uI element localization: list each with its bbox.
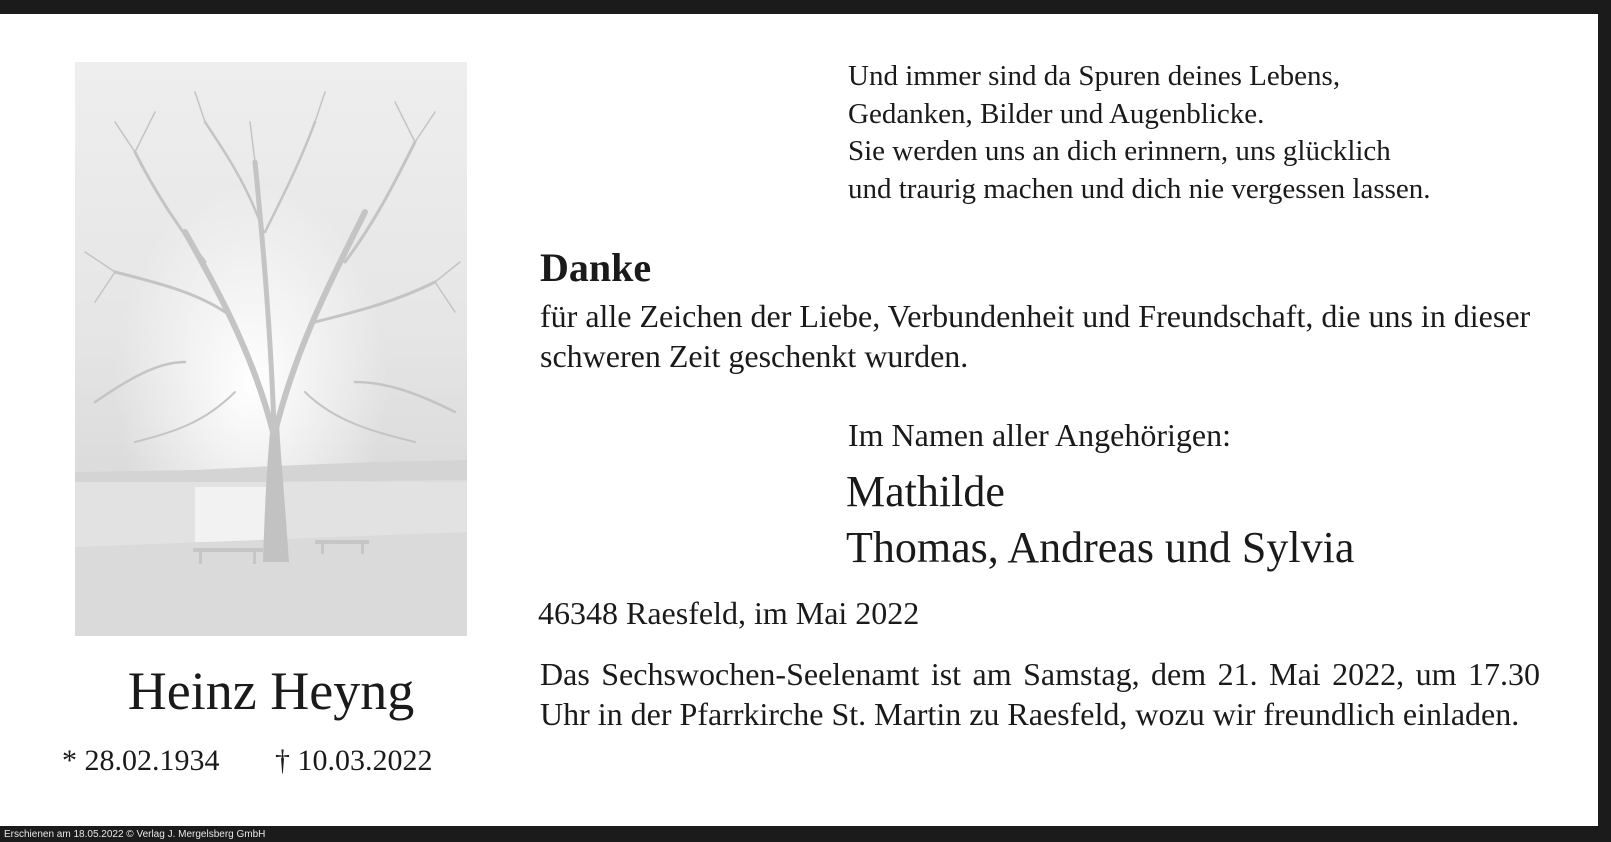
tree-illustration	[75, 62, 467, 636]
publication-footer: Erschienen am 18.05.2022 © Verlag J. Mergelsberg GmbH	[4, 829, 266, 840]
deceased-name: Heinz Heyng	[127, 661, 415, 721]
thanks-heading: Danke	[540, 245, 652, 290]
thanks-text: für alle Zeichen der Liebe, Verbundenheit und Freundschaft, die uns in dieser schweren Zeit geschenkt wurden.	[540, 298, 1531, 374]
place-date: 46348 Raesfeld, im Mai 2022	[538, 595, 920, 631]
poem-line: Sie werden uns an dich erinnern, uns glücklich	[848, 135, 1391, 167]
relatives-names	[846, 464, 1354, 576]
poem-line: und traurig machen und dich nie vergessen lassen.	[848, 172, 1431, 205]
relative-name: Mathilde	[846, 467, 1005, 516]
tree-photo	[75, 62, 467, 636]
obituary-notice	[0, 14, 1598, 826]
poem-line: Gedanken, Bilder und Augenblicke.	[848, 97, 1265, 130]
relatives-intro: Im Namen aller Angehörigen:	[848, 417, 1231, 453]
poem-line: Und immer sind da Spuren deines Lebens,	[848, 60, 1341, 92]
death-date: † 10.03.2022	[275, 744, 433, 777]
relative-name: Thomas, Andreas und Sylvia	[846, 523, 1355, 572]
poem	[848, 58, 1431, 208]
birth-date: * 28.02.1934	[62, 744, 220, 777]
service-announcement: Das Sechswochen-Seelenamt ist am Samstag, dem 21. Mai 2022, um 17.30 Uhr in der Pfarrkirche St. Martin zu Raesfeld, wozu wir freundlich einladen.	[540, 656, 1540, 732]
